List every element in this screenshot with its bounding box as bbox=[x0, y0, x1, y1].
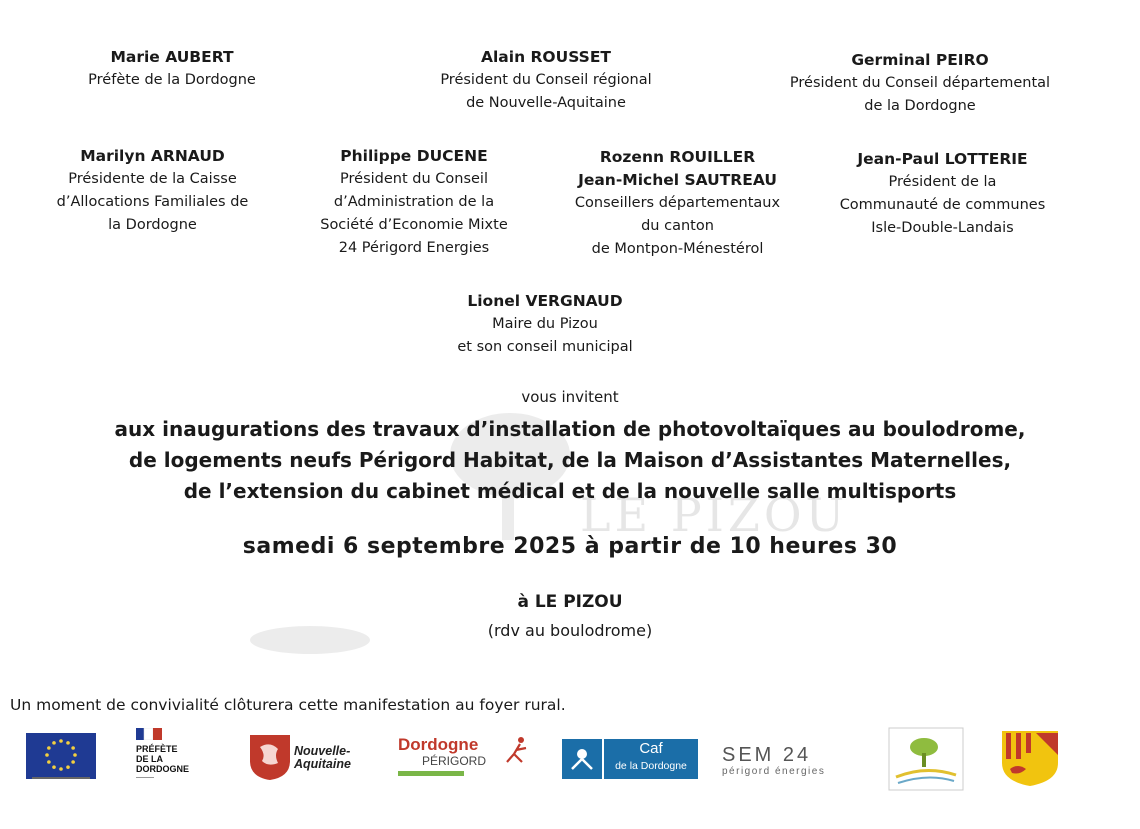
prefete-line: PRÉFÈTE bbox=[136, 744, 178, 754]
caf-emblem-icon bbox=[562, 739, 602, 779]
eu-star bbox=[47, 760, 51, 764]
host-title: Président du Conseil départemental bbox=[789, 75, 1051, 91]
host-name: Marilyn ARNAUD bbox=[80, 147, 225, 165]
host-title: du canton bbox=[641, 218, 714, 234]
eu-star bbox=[66, 741, 70, 745]
eu-star bbox=[71, 760, 75, 764]
host-title: Société d’Economie Mixte bbox=[320, 217, 508, 233]
prefete-logo bbox=[136, 725, 216, 778]
host-title: Communauté de communes bbox=[839, 197, 1046, 213]
host-title: Président de la bbox=[888, 174, 997, 190]
host-title: de Montpon-Ménestérol bbox=[591, 241, 764, 257]
host-conseillers bbox=[560, 146, 795, 261]
host-mayor bbox=[420, 290, 670, 359]
host-name-2: Jean-Michel SAUTREAU bbox=[578, 171, 777, 189]
host-name: Jean-Paul LOTTERIE bbox=[857, 150, 1028, 168]
host-name: Philippe DUCENE bbox=[340, 147, 488, 165]
eu-flag-logo bbox=[26, 733, 96, 785]
event-place: à LE PIZOU bbox=[517, 592, 623, 612]
event-place-note: (rdv au boulodrome) bbox=[487, 621, 653, 640]
host-name: Lionel VERGNAUD bbox=[467, 292, 623, 310]
host-prefete bbox=[72, 46, 272, 92]
event-date: samedi 6 septembre 2025 à partir de 10 heures 30 bbox=[242, 534, 898, 559]
eu-star bbox=[66, 765, 70, 769]
eu-star bbox=[71, 746, 75, 750]
watermark-text: LE PIZOU bbox=[580, 488, 849, 542]
commune-logo bbox=[888, 727, 964, 795]
eu-star bbox=[59, 739, 63, 743]
caf-subtitle: de la Dordogne bbox=[615, 760, 687, 772]
host-region bbox=[416, 46, 676, 115]
host-communaute bbox=[820, 148, 1065, 240]
eu-star bbox=[47, 746, 51, 750]
tree-icon bbox=[888, 727, 964, 791]
host-title: Préfète de la Dordogne bbox=[88, 72, 256, 88]
host-caf bbox=[40, 145, 265, 237]
dordogne-subtitle: PÉRIGORD bbox=[422, 754, 487, 768]
region-line: Nouvelle- bbox=[294, 744, 351, 758]
invite-line: de logements neufs Périgord Habitat, de la Maison d’Assistantes Maternelles, bbox=[128, 448, 1012, 472]
host-name: Marie AUBERT bbox=[110, 48, 234, 66]
prefete-line: DORDOGNE bbox=[136, 764, 190, 774]
host-departement bbox=[770, 49, 1070, 118]
host-name: Rozenn ROUILLER bbox=[599, 148, 756, 166]
runner-figure-icon bbox=[504, 736, 530, 768]
invite-intro: vous invitent bbox=[521, 388, 619, 406]
blason-logo bbox=[1000, 729, 1060, 791]
host-title: 24 Périgord Energies bbox=[338, 240, 490, 256]
host-name: Germinal PEIRO bbox=[851, 51, 989, 69]
invite-line: de l’extension du cabinet médical et de la nouvelle salle multisports bbox=[183, 479, 957, 503]
eu-flag-icon bbox=[26, 733, 96, 781]
invite-body bbox=[0, 414, 1140, 507]
dordogne-perigord-logo bbox=[398, 736, 533, 784]
eu-star bbox=[52, 741, 56, 745]
eu-star bbox=[73, 753, 77, 757]
host-title: la Dordogne bbox=[108, 217, 197, 233]
lion-shield-icon bbox=[248, 733, 292, 781]
host-title: Président du Conseil régional bbox=[440, 72, 652, 88]
marianne-icon bbox=[136, 728, 162, 740]
host-title: de la Dordogne bbox=[864, 98, 976, 114]
caf-logo bbox=[562, 739, 698, 779]
host-title: Isle-Double-Landais bbox=[871, 220, 1014, 236]
host-sem bbox=[300, 145, 528, 260]
dordogne-title: Dordogne bbox=[398, 735, 479, 754]
sem24-logo bbox=[722, 744, 852, 777]
host-title: Maire du Pizou bbox=[492, 316, 598, 332]
eu-star bbox=[45, 753, 49, 757]
caf-title: Caf bbox=[639, 740, 663, 757]
host-title: d’Administration de la bbox=[333, 194, 495, 210]
eu-star bbox=[59, 767, 63, 771]
host-title: Président du Conseil bbox=[340, 171, 488, 187]
host-title: Présidente de la Caisse bbox=[68, 171, 237, 187]
invite-line: aux inaugurations des travaux d’installation de photovoltaïques au boulodrome, bbox=[114, 417, 1026, 441]
nouvelle-aquitaine-logo bbox=[248, 733, 363, 781]
closing-note: Un moment de convivialité clôturera cette manifestation au foyer rural. bbox=[10, 696, 566, 714]
prefete-line: DE LA bbox=[136, 754, 163, 764]
coat-of-arms-icon bbox=[1000, 729, 1060, 787]
region-line: Aquitaine bbox=[294, 757, 351, 771]
host-title: d’Allocations Familiales de bbox=[56, 194, 249, 210]
host-title: Conseillers départementaux bbox=[574, 195, 781, 211]
eu-star bbox=[52, 765, 56, 769]
sem-title: SEM 24 bbox=[722, 744, 812, 766]
sem-subtitle: périgord énergies bbox=[722, 766, 826, 777]
host-title: et son conseil municipal bbox=[457, 339, 633, 355]
host-name: Alain ROUSSET bbox=[480, 48, 611, 66]
host-title: de Nouvelle-Aquitaine bbox=[466, 95, 626, 111]
